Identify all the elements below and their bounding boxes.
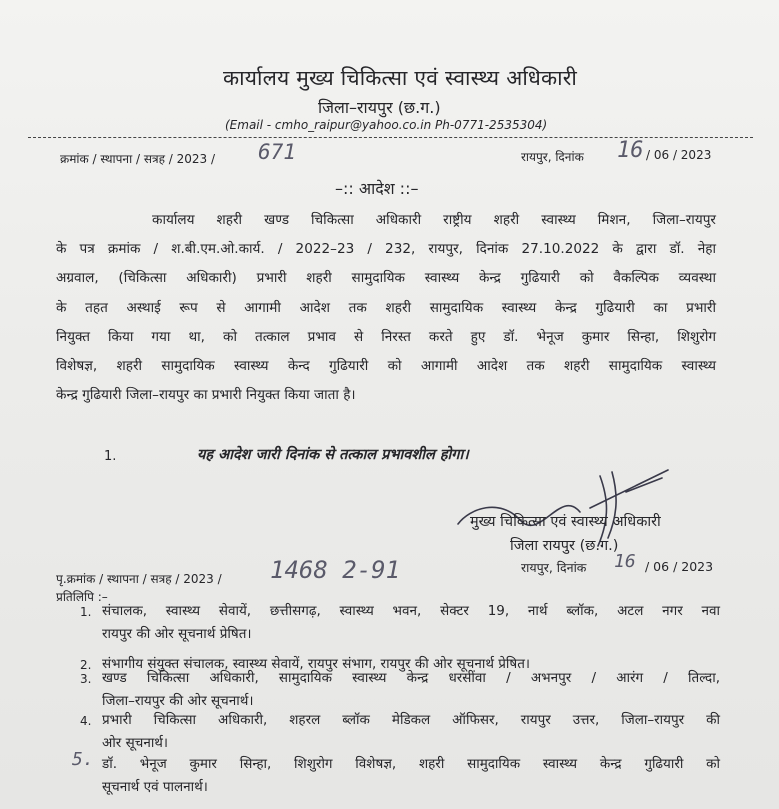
- clause-text: यह आदेश जारी दिनांक से तत्काल प्रभावशील होगा।: [197, 447, 469, 463]
- copy-item-line: संचालक, स्वास्थ्य सेवायें, छत्तीसगढ़, स्वास्थ्य भवन, सेक्टर 19, नार्थ ब्लॉक, अटल नगर नवा: [102, 603, 720, 619]
- body-line: के तहत अस्थाई रूप से आगामी आदेश तक शहरी सामुदायिक स्वास्थ्य केन्द्र गुढियारी का प्रभारी: [56, 299, 716, 316]
- office-contact: (Email - cmho_raipur@yahoo.co.in Ph-0771-2535304): [225, 118, 548, 132]
- copy-item-number: 5.: [72, 749, 94, 770]
- body-line: कार्यालय शहरी खण्ड चिकित्सा अधिकारी राष्ट्रीय शहरी स्वास्थ्य मिशन, जिला–रायपुर: [152, 212, 716, 228]
- copy-list-item: [72, 749, 720, 799]
- copy-list-item: [80, 600, 720, 646]
- order-day: 16: [617, 138, 644, 163]
- copy-item-number: 2.: [80, 658, 92, 672]
- copy-to-label: प्रतिलिपि :–: [56, 590, 108, 604]
- order-body: [56, 206, 716, 410]
- copy-list-item: [80, 709, 720, 755]
- signature-month-year: / 06 / 2023: [645, 559, 714, 574]
- clause-number: 1.: [104, 449, 117, 464]
- order-month-year: / 06 / 2023: [646, 148, 712, 162]
- copy-item-line: सूचनार्थ एवं पालनार्थ।: [102, 778, 208, 795]
- copy-item-number: 1.: [80, 605, 92, 619]
- signatory-designation: मुख्य चिकित्सा एवं स्वास्थ्य अधिकारी: [470, 514, 661, 530]
- office-title: कार्यालय मुख्य चिकित्सा एवं स्वास्थ्य अधिकारी: [223, 66, 577, 90]
- order-heading: –:: आदेश ::–: [335, 179, 419, 198]
- copy-item-line: डॉ. भेनूज कुमार सिन्हा, शिशुरोग विशेषज्ञ, शहरी सामुदायिक स्वास्थ्य केन्द्र गुढियारी को: [102, 756, 720, 772]
- signature-place-date-label: रायपुर, दिनांक: [521, 560, 587, 575]
- body-line: के पत्र क्रमांक / श.बी.एम.ओ.कार्य. / 2022–23 / 232, रायपुर, दिनांक 27.10.2022 के द्वारा डॉ. नेहा: [56, 241, 716, 258]
- body-line: केन्द्र गुढियारी जिला–रायपुर का प्रभारी नियुक्त किया जाता है।: [56, 387, 356, 404]
- signatory-district: जिला रायपुर (छ.ग.): [510, 538, 619, 554]
- body-line: नियुक्त किया गया था, को तत्काल प्रभाव से निरस्त करते हुए डॉ. भेनूज कुमार सिन्हा, शिशुरोग: [56, 328, 716, 345]
- body-line: विशेषज्ञ, शहरी सामुदायिक स्वास्थ्य केन्द गुढियारी को आगामी आदेश तक शहरी सामुदायिक स्वास्थ्य: [56, 358, 716, 375]
- order-place-date-label: रायपुर, दिनांक: [521, 150, 584, 164]
- order-ref-number: 671: [258, 140, 296, 164]
- copy-item-line: रायपुर की ओर सूचनार्थ प्रेषित।: [102, 625, 252, 642]
- endorsement-number: 1468 2-91: [270, 556, 401, 584]
- copy-item-line: संभागीय संयुक्त संचालक, स्वास्थ्य सेवायें, रायपुर संभाग, रायपुर की ओर सूचनार्थ प्रेषित।: [102, 656, 531, 672]
- copy-item-line: जिला–रायपुर की ओर सूचनार्थ।: [102, 692, 254, 709]
- copy-item-line: ओर सूचनार्थ।: [102, 734, 169, 751]
- signature-day: 16: [614, 551, 636, 572]
- office-district: जिला–रायपुर (छ.ग.): [318, 98, 441, 117]
- copy-item-number: 3.: [80, 672, 92, 686]
- copy-list-item: [80, 667, 720, 713]
- body-line: अग्रवाल, (चिकित्सा अधिकारी) प्रभारी शहरी सामुदायिक स्वास्थ्य केन्द्र गुढियारी को वैकल्पिक व्यवस्था: [56, 270, 716, 287]
- endorsement-label: पृ.क्रमांक / स्थापना / सत्रह / 2023 /: [56, 572, 222, 586]
- copy-item-line: खण्ड चिकित्सा अधिकारी, सामुदायिक स्वास्थ्य केन्द्र धरसींवा / अभनपुर / आरंग / तिल्दा,: [102, 670, 720, 686]
- copy-item-number: 4.: [80, 714, 92, 728]
- order-ref-label: क्रमांक / स्थापना / सत्रह / 2023 /: [60, 152, 216, 166]
- header-divider: [28, 137, 753, 138]
- copy-item-line: प्रभारी चिकित्सा अधिकारी, शहरल ब्लॉक मेडिकल ऑफिसर, रायपुर उत्तर, जिला–रायपुर की: [102, 712, 720, 728]
